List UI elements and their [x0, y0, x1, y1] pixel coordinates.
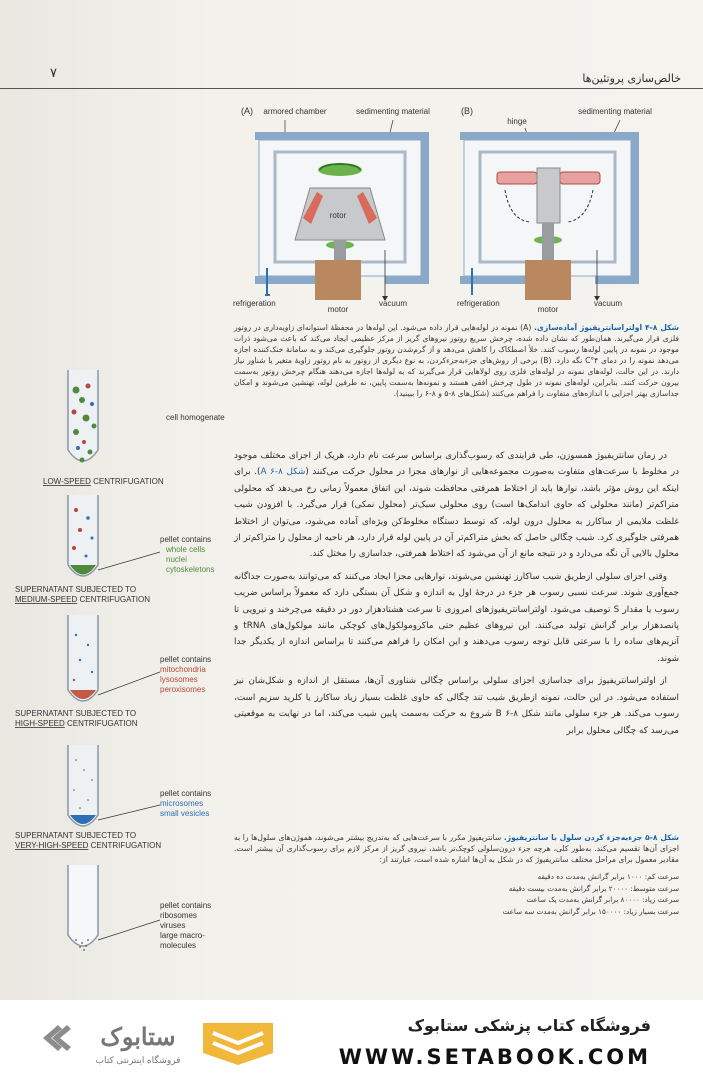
pellet-1-label: pellet contains whole cells nuclei cytoskeletons: [160, 535, 215, 574]
motor-a: [315, 260, 361, 300]
motor-label-a: motor: [327, 305, 349, 314]
rotor-label: rotor: [329, 211, 347, 220]
high-speed-step: SUPERNATANT SUBJECTED TO HIGH-SPEED CENTRIFUGATION: [15, 709, 138, 728]
vacuum-label-b: vacuum: [593, 299, 623, 308]
figure-caption-bottom: [234, 832, 679, 917]
cell-fractionation-figure: [10, 360, 225, 960]
figure-caption-top: [234, 322, 679, 399]
setabook-logo: [38, 1013, 278, 1073]
ultracentrifuge-figure: [225, 100, 685, 315]
page-number: ۷: [50, 66, 57, 81]
motor-b: [525, 260, 571, 300]
sedimenting-material-label-a: sedimenting material: [356, 107, 430, 116]
page-header: [0, 66, 703, 86]
speed-item: سرعت بسیار زیاد: ۱۵۰۰۰۰ برابر گرانش به‌مدت سه ساعت: [502, 906, 679, 916]
speed-item: سرعت متوسط: ۲۰۰۰۰ برابر گرانش به‌مدت بیست دقیقه: [508, 883, 679, 893]
medium-speed-step: SUPERNATANT SUBJECTED TO MEDIUM-SPEED CENTRIFUGATION: [15, 585, 150, 604]
vacuum-label-a: vacuum: [378, 299, 408, 308]
caption-bottom-text: سانتریفیوژ مکرر با سرعت‌هایی که به‌تدریج بیشتر می‌شوند، هموژن‌های سلول‌ها را به اجزای آن‌ها تقسیم می‌کند. به‌طور کلی، هرچه جزء درون‌سلولی کوچک‌تر باشد، نیروی گریز از مرکز لازم برای رسوب‌گذاری آن بیشتر است. مقادیر معمول برای مراحل مختلف سانتریفیوژ که در شکل به آن‌ها اشاره شده است، عبارتند از:: [234, 833, 679, 864]
cell-homogenate-label: cell homogenate: [166, 413, 225, 422]
shop-url[interactable]: WWW.SETABOOK.COM: [338, 1045, 651, 1069]
pellet-2-label: pellet contains mitochondria lysosomes peroxisomes: [160, 655, 212, 694]
figure-reference: شکل ۸-۶ A: [260, 467, 306, 478]
panel-b-label: (B): [461, 106, 473, 116]
motor-label-b: motor: [537, 305, 559, 314]
caption-top-text: (A) نمونه در لوله‌هایی قرار داده می‌شود. این لوله‌ها در محفظهٔ استوانه‌ای زاویه‌داری در روتور فلزی قرار می‌گیرند. همان‌طور که نشان داده شده، چرخش سریع روتور نیروهای گریز از مرکز عظیمی ایجاد می‌کند که باعث می‌شود ذرات موجود در نمونه در پایین لوله‌ها رسوب کنند. خلأ اصطکاک را کاهش می‌دهد و از گرم‌شدن روتور جلوگیری می‌کند و به سامانهٔ خنک‌کننده اجازه می‌دهد نمونه را در دمای ۴°C نگه دارد. (B) برخی از روش‌های جزءبه‌جزءکردن، به نوع دیگری از روتور به نام روتور زاویهٔ متغیر یا شناور نیاز دارند. در این حالت، لوله‌های نمونه در لوله‌های فلزی روی لولاهایی قرار می‌گیرند که به لوله‌ها اجازه می‌دهند هنگام چرخش روتور به‌سمت بیرون حرکت کنند. بنابراین، لوله‌های نمونه در طول چرخش افقی هستند و نمونه‌ها به‌سمت پایین، نه طرفین لوله، تهنشین می‌شوند و امکان جداسازی بهتر اجزایی با اندازه‌های متفاوت را فراهم می‌کنند (شکل‌های ۸-۵ و ۸-۶ را ببینید).: [234, 323, 680, 398]
speed-item: سرعت کم: ۱۰۰۰ برابر گرانش به‌مدت ده دقیقه: [537, 872, 679, 881]
logo-main-text: ستابوک: [100, 1024, 176, 1051]
refrigeration-label-a: refrigeration: [233, 299, 276, 308]
chapter-title: خالص‌سازی پروتئین‌ها: [582, 72, 681, 85]
armored-chamber-label: armored chamber: [263, 107, 327, 116]
low-speed-step: LOW-SPEED CENTRIFUGATION: [43, 477, 164, 486]
paragraph-3: از اولتراسانتریفیوژ برای جداسازی اجزای سلولی براساس چگالی شناوری آن‌ها، مستقل از اندازه و شکل‌شان نیز استفاده می‌شود. در این حالت، نمونه ازطریق شیب تند چگالی که حاوی غلظت بسیار زیاد ساکارز یا کلرید سزیم است، رسوب می‌کند. هر جزء سلولی مانند شکل ۸-۶ B شروع به حرکت به‌سمت پایین شیب می‌کند، اما در نهایت به موقعیتی می‌رسد که چگالی محلول برابر: [234, 676, 679, 736]
pellet-3-label: pellet contains microsomes small vesicles: [160, 789, 212, 818]
speed-item: سرعت زیاد: ۸۰۰۰۰ برابر گرانش به‌مدت یک ساعت: [526, 895, 679, 904]
panel-a-label: (A): [241, 106, 253, 116]
shop-name: فروشگاه کتاب پزشکی ستابوک: [407, 1016, 651, 1035]
caption-bottom-label: شکل ۸-۵ جزء‌به‌جزء کردن سلول با سانتریفیوژ.: [503, 833, 679, 842]
paragraph-1: در زمان سانتریفیوژ همسوزن، طی فرایندی که رسوب‌گذاری براساس سرعت نام دارد، هریک از اجزای مختلف موجود در مخلوط با سرعت‌های متفاوت به‌صورت مجموعه‌هایی از نوارهای مجزا در محلول حرکت می‌کنند (شکل ۸-۶ A). برای اینکه این روش مؤثر باشد، نوارها باید از اختلاط همرفتی محافظت شوند، این اتفاق معمولاً زمانی رخ می‌دهد که محلولی متراکم‌تر (مانند محلولی که حاوی اندامک‌ها است) روی محلولی سبک‌تر (محلول نمکی) قرار می‌گیرد. با افزودن شیب غلظت ملایمی از ساکارز به محلول درون لوله، که توسط دستگاه مخلوط‌کن ویژه‌ای آماده می‌شود، می‌توان از اختلاط همرفتی جلوگیری کرد. شیب چگالی حاصل که بخش متراکم‌تر آن در پایین لوله قرار دارد، هر ناحیه از محلول را متراکم‌تر از محلول بالایی آن نگه می‌دارد و در نتیجه مانع از آن می‌شود که اختلاط همرفتی، جداسازی را مختل کند.: [234, 451, 680, 560]
very-high-speed-step: SUPERNATANT SUBJECTED TO VERY-HIGH-SPEED CENTRIFUGATION: [15, 831, 162, 850]
pellet-4-label: pellet contains ribosomes viruses large macro-molecules: [160, 901, 212, 950]
hinge-label: hinge: [507, 117, 527, 126]
sedimenting-material-label-b: sedimenting material: [578, 107, 652, 116]
header-rule: [0, 88, 703, 89]
paragraph-2: وقتی اجزای سلولی ازطریق شیب ساکارز تهنشین می‌شوند، نوارهایی مجزا ایجاد می‌کنند که می‌توانند به‌صورت جداگانه جمع‌آوری شوند. سرعت نسبی رسوب هر جزء در درجهٔ اول به اندازه و شکل آن بستگی دارد که معمولاً براساس ضریب رسوب یا مقدار S توصیف می‌شود. اولتراسانتریفیوژهای امروزی تا سرعت هشتادهزار دور در دقیقه می‌چرخند و نیرویی تا پانصدهزار برابر گرانش تولید می‌کنند. این نیروهای عظیم حتی ماکرومولکول‌های کوچکی مانند مولکول‌های tRNA و آنزیم‌های ساده را با سرعتی قابل توجه رسوب می‌دهند و این امکان را فراهم می‌کنند تا براساس اندازه از یکدیگر جدا شوند.: [234, 571, 680, 664]
caption-top-label: شکل ۸-۴ اولتراسانتریفیوژ آماده‌سازی.: [534, 323, 679, 332]
speed-list: [234, 871, 679, 917]
refrigeration-label-b: refrigeration: [457, 299, 500, 308]
body-text: [234, 448, 679, 745]
store-banner: [0, 1000, 703, 1080]
logo-sub-text: فروشگاه اینترنتی کتاب: [95, 1055, 181, 1065]
